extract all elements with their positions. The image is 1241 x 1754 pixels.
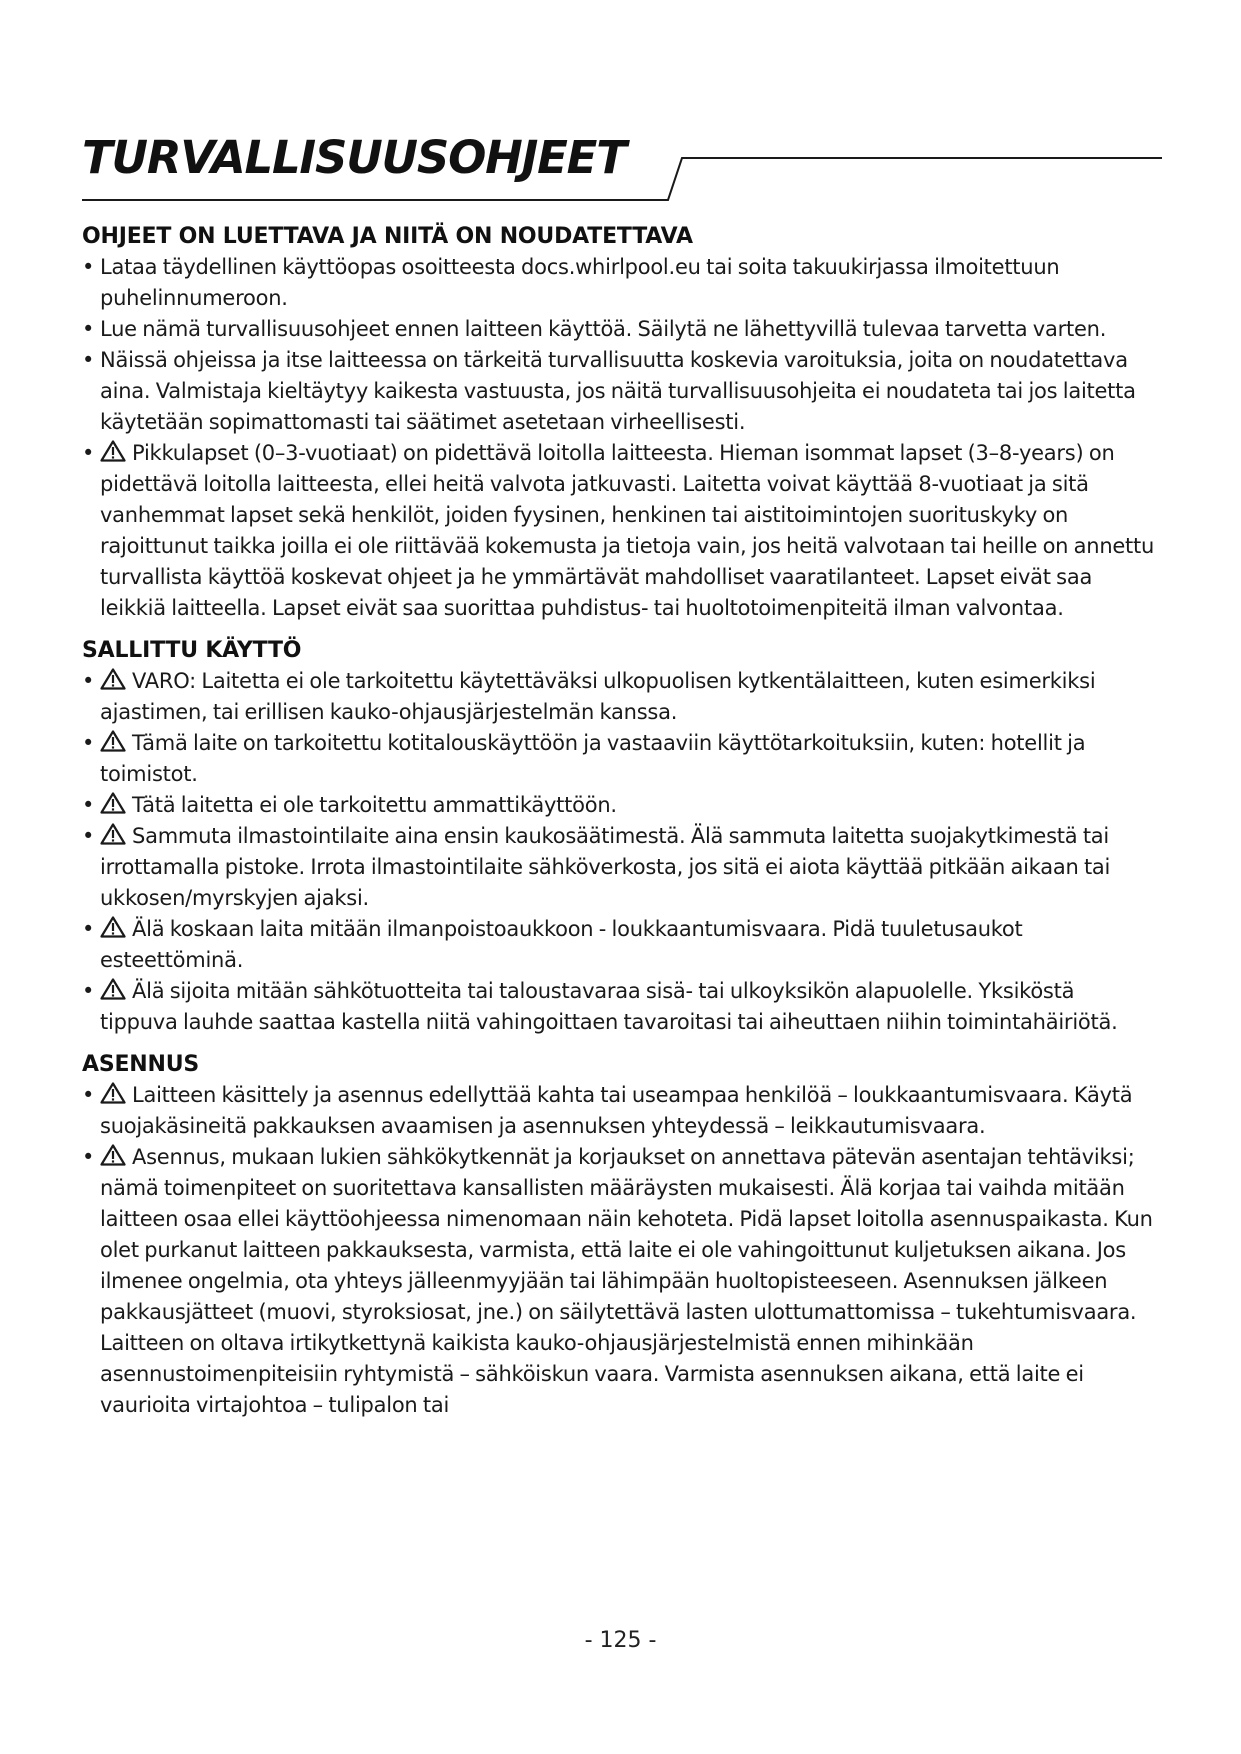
list-item-text: Pikkulapset (0–3-vuotiaat) on pidettävä loitolla laitteesta. Hieman isommat lapset (3–8-years) on pidettävä loitolla laitteesta, ellei heitä valvota jatkuvasti. Laitetta voivat käyttää 8-vuotiaat ja sitä vanhemmat lapset sekä henkilöt, joiden fyysinen, henkinen tai aistitoimintojen suorituskyky on rajoittunut taikka joilla ei ole riittävää kokemusta ja tietoja vain, jos heitä valvotaan tai heille on annettu turvallista käyttöä koskevat ohjeet ja he ymmärtävät mahdolliset vaaratilanteet. Lapset eivät saa leikkiä laitteella. Lapset eivät saa suorittaa puhdistus- tai huoltotoimenpiteitä ilman valvontaa.: [100, 441, 1155, 620]
list-item: [82, 914, 1157, 976]
list-item: [82, 1142, 1157, 1421]
section: [82, 222, 1157, 624]
list-item: [82, 314, 1157, 345]
section-heading: SALLITTU KÄYTTÖ: [82, 638, 302, 663]
section-heading: OHJEET ON LUETTAVA JA NIITÄ ON NOUDATETTAVA: [82, 224, 693, 249]
list-item-text: Näissä ohjeissa ja itse laitteessa on tärkeitä turvallisuutta koskevia varoituksia, joita on noudatettava aina. Valmistaja kieltäytyy kaikesta vastuusta, jos näitä turvallisuusohjeita ei noudateta tai jos laitetta käytetään sopimattomasti tai säätimet asetetaan virheellisesti.: [100, 348, 1136, 434]
list-item-text: Asennus, mukaan lukien sähkökytkennät ja korjaukset on annettava pätevän asentajan tehtäviksi; nämä toimenpiteet on suoritettava kansallisten määräysten mukaisesti. Älä korjaa tai vaihda mitään laitteen osaa ellei käyttöohjeessa nimenomaan näin kehoteta. Pidä lapset loitolla asennuspaikasta. Kun olet purkanut laitteen pakkauksesta, varmista, että laite ei ole vahingoittunut kuljetuksen aikana. Jos ilmenee ongelmia, ota yhteys jälleenmyyjään tai lähimpään huoltopisteeseen. Asennuksen jälkeen pakkausjätteet (muovi, styroksiosat, jne.) on säilytettävä lasten ulottumattomissa – tukehtumisvaara. Laitteen on oltava irtikytkettynä kaikista kauko-ohjausjärjestelmistä ennen mihinkään asennustoimenpiteisiin ryhtymistä – sähköiskun vaara. Varmista asennuksen aikana, että laite ei vaurioita virtajohtoa – tulipalon tai: [100, 1145, 1153, 1417]
bullet-icon: •: [82, 255, 95, 279]
list-item-text: Tämä laite on tarkoitettu kotitalouskäyttöön ja vastaaviin käyttötarkoituksiin, kuten: hotellit ja toimistot.: [100, 731, 1086, 786]
bullet-icon: •: [82, 731, 95, 755]
bullet-list: [82, 1080, 1157, 1421]
list-item: [82, 976, 1157, 1038]
bullet-icon: •: [82, 441, 95, 465]
bullet-icon: •: [82, 1145, 95, 1169]
warning-triangle-icon: [100, 978, 128, 1000]
warning-triangle-icon: [100, 1144, 128, 1166]
list-item-text: Lue nämä turvallisuusohjeet ennen laitteen käyttöä. Säilytä ne lähettyvillä tulevaa tarvetta varten.: [100, 317, 1107, 341]
list-item-text: Lataa täydellinen käyttöopas osoitteesta docs.whirlpool.eu tai soita takuukirjassa ilmoitettuun puhelinnumeroon.: [100, 255, 1060, 310]
bullet-icon: •: [82, 1083, 95, 1107]
list-item: [82, 821, 1157, 914]
bullet-icon: •: [82, 348, 95, 372]
list-item-text: VARO: Laitetta ei ole tarkoitettu käytettäväksi ulkopuolisen kytkentälaitteen, kuten esimerkiksi ajastimen, tai erillisen kauko-ohjausjärjestelmän kanssa.: [100, 669, 1096, 724]
warning-triangle-icon: [100, 1082, 128, 1104]
list-item: [82, 438, 1157, 624]
warning-triangle-icon: [100, 823, 128, 845]
section: [82, 1050, 1157, 1421]
list-item: [82, 345, 1157, 438]
list-item: [82, 790, 1157, 821]
bullet-icon: •: [82, 824, 95, 848]
bullet-icon: •: [82, 979, 95, 1003]
warning-triangle-icon: [100, 440, 128, 462]
list-item: [82, 1080, 1157, 1142]
title-block: [82, 128, 1162, 208]
list-item-text: Älä koskaan laita mitään ilmanpoistoaukkoon - loukkaantumisvaara. Pidä tuuletusaukot esteettöminä.: [100, 917, 1023, 972]
bullet-list: [82, 666, 1157, 1038]
bullet-icon: •: [82, 917, 95, 941]
list-item: [82, 252, 1157, 314]
document-body: [82, 222, 1157, 1421]
section-heading: ASENNUS: [82, 1052, 200, 1077]
bullet-icon: •: [82, 793, 95, 817]
list-item-text: Laitteen käsittely ja asennus edellyttää kahta tai useampaa henkilöä – loukkaantumisvaara. Käytä suojakäsineitä pakkauksen avaamisen ja asennuksen yhteydessä – leikkautumisvaara.: [100, 1083, 1133, 1138]
bullet-list: [82, 252, 1157, 624]
warning-triangle-icon: [100, 792, 128, 814]
list-item: [82, 728, 1157, 790]
bullet-icon: •: [82, 669, 95, 693]
bullet-icon: •: [82, 317, 95, 341]
page-number: - 125 -: [584, 1628, 657, 1653]
list-item: [82, 666, 1157, 728]
warning-triangle-icon: [100, 730, 128, 752]
warning-triangle-icon: [100, 668, 128, 690]
list-item-text: Tätä laitetta ei ole tarkoitettu ammattikäyttöön.: [132, 793, 617, 817]
page-title: TURVALLISUUSOHJEET: [82, 131, 626, 184]
warning-triangle-icon: [100, 916, 128, 938]
section: [82, 636, 1157, 1038]
list-item-text: Älä sijoita mitään sähkötuotteita tai taloustavaraa sisä- tai ulkoyksikön alapuolelle. Yksiköstä tippuva lauhde saattaa kastella niitä vahingoittaen tavaroitasi tai aiheuttaen niihin toimintahäiriötä.: [100, 979, 1118, 1034]
list-item-text: Sammuta ilmastointilaite aina ensin kaukosäätimestä. Älä sammuta laitetta suojakytkimestä tai irrottamalla pistoke. Irrota ilmastointilaite sähköverkosta, jos sitä ei aiota käyttää pitkään aikaan tai ukkosen/myrskyjen ajaksi.: [100, 824, 1111, 910]
